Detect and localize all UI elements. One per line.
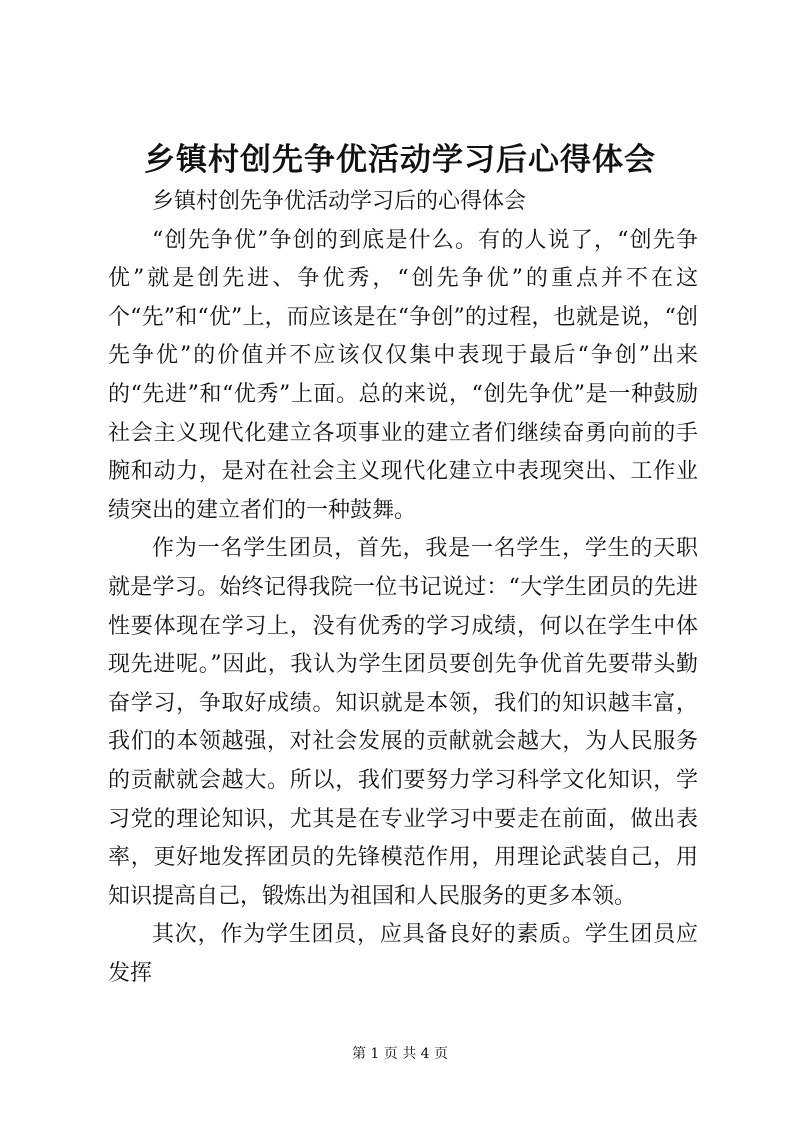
document-title: 乡镇村创先争优活动学习后心得体会 <box>144 142 656 178</box>
document-body <box>108 183 698 993</box>
body-paragraph: 其次，作为学生团员，应具备良好的素质。学生团员应发挥 <box>108 922 698 986</box>
subtitle-paragraph: 乡镇村创先争优活动学习后的心得体会 <box>152 189 527 214</box>
body-paragraph: “创先争优”争创的到底是什么。有的人说了，“创先争优”就是创先进、争优秀，“创先争优”的重点并不在这个“先”和“优”上，而应该是在“争创”的过程，也就是说，“创先争优”的价值并不应该仅仅集中表现于最后“争创”出来的“先进”和“优秀”上面。总的来说，“创先争优”是一种鼓励社会主义现代化建立各项事业的建立者们继续奋勇向前的手腕和动力，是对在社会主义现代化建立中表现突出、工作业绩突出的建立者们的一种鼓舞。 <box>108 227 698 523</box>
page-number-footer: 第 1 页 共 4 页 <box>351 1046 449 1062</box>
body-paragraph: 作为一名学生团员，首先，我是一名学生，学生的天职就是学习。始终记得我院一位书记说过：“大学生团员的先进性要体现在学习上，没有优秀的学习成绩，何以在学生中体现先进呢。”因此，我认为学生团员要创先争优首先要带头勤奋学习，争取好成绩。知识就是本领，我们的知识越丰富，我们的本领越强，对社会发展的贡献就会越大，为人民服务的贡献就会越大。所以，我们要努力学习科学文化知识，学习党的理论知识，尤其是在专业学习中要走在前面，做出表率，更好地发挥团员的先锋模范作用，用理论武装自己，用知识提高自己，锻炼出为祖国和人民服务的更多本领。 <box>108 536 698 909</box>
